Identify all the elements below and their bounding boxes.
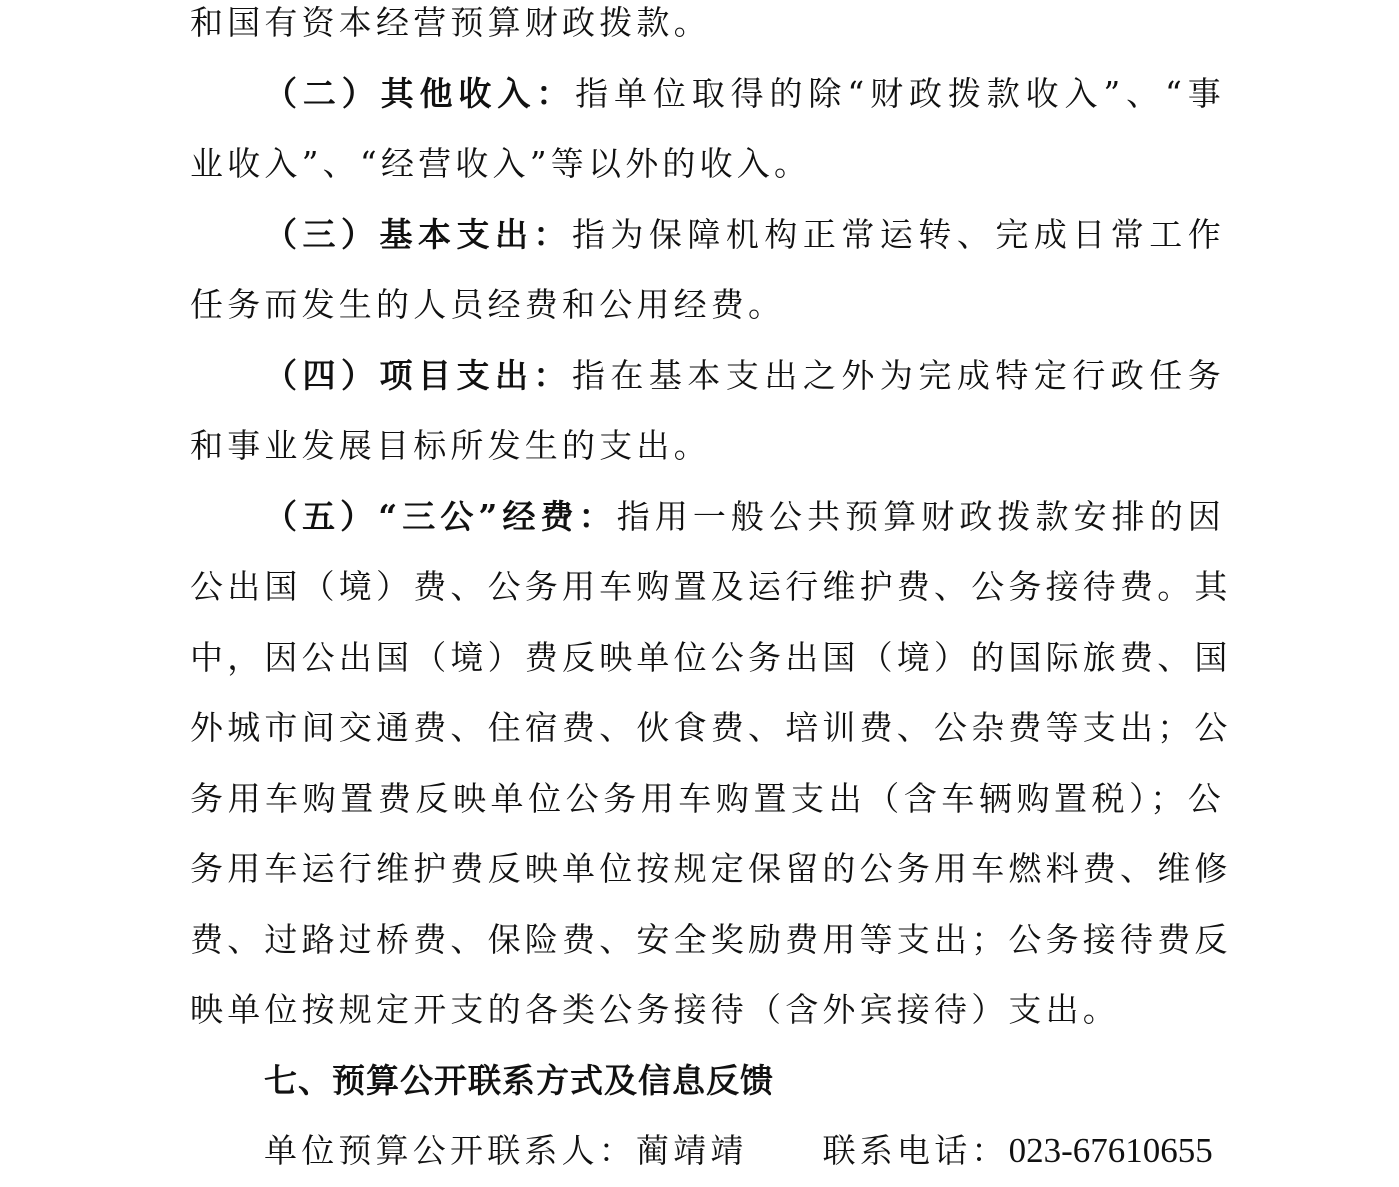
contact-row bbox=[190, 1116, 1225, 1187]
term-project-expense: （四）项目支出： bbox=[264, 355, 572, 395]
paragraph-line: 费、过路过桥费、保险费、安全奖励费用等支出；公务接待费反 bbox=[190, 919, 1232, 959]
paragraph-line: 公出国（境）费、公务用车购置及运行维护费、公务接待费。其 bbox=[190, 567, 1232, 606]
document-page bbox=[190, 0, 1232, 1187]
term-basic-expense: （三）基本支出： bbox=[264, 214, 572, 254]
definition-basic-expense bbox=[190, 200, 1225, 271]
definition-text: 指单位取得的除“财政拨款收入”、“事 bbox=[575, 73, 1225, 113]
definition-three-public-expense bbox=[190, 482, 1225, 553]
contact-phone-number: 023-67610655 bbox=[1008, 1131, 1213, 1170]
paragraph-line: 务用车运行维护费反映单位按规定保留的公务用车燃料费、维修 bbox=[190, 849, 1232, 888]
definition-project-expense bbox=[190, 341, 1225, 412]
paragraph-line: 映单位按规定开支的各类公务接待（含外宾接待）支出。 bbox=[190, 990, 1120, 1029]
paragraph-line: 任务而发生的人员经费和公用经费。 bbox=[190, 285, 786, 324]
term-other-income: （二）其他收入： bbox=[264, 73, 576, 113]
paragraph-line: 和国有资本经营预算财政拨款。 bbox=[190, 3, 711, 42]
paragraph-line: 务用车购置费反映单位公务用车购置支出（含车辆购置税）；公 bbox=[190, 778, 1225, 818]
definition-text: 指为保障机构正常运转、完成日常工作 bbox=[571, 214, 1225, 254]
paragraph-line: 外城市间交通费、住宿费、伙食费、培训费、公杂费等支出；公 bbox=[190, 708, 1232, 747]
term-three-public-expense: （五）“三公”经费： bbox=[264, 496, 617, 536]
paragraph-line: 中，因公出国（境）费反映单位公务出国（境）的国际旅费、国 bbox=[190, 637, 1232, 677]
definition-other-income bbox=[190, 59, 1225, 130]
contact-phone-label: 联系电话： bbox=[822, 1131, 1009, 1170]
contact-person-label: 单位预算公开联系人： bbox=[264, 1131, 636, 1170]
definition-text: 指在基本支出之外为完成特定行政任务 bbox=[571, 355, 1225, 395]
section-heading: 七、预算公开联系方式及信息反馈 bbox=[264, 1060, 774, 1100]
contact-person-name: 蔺靖靖 bbox=[636, 1131, 748, 1170]
paragraph-line: 业收入”、“经营收入”等以外的收入。 bbox=[190, 144, 812, 183]
definition-text: 指用一般公共预算财政拨款安排的因 bbox=[616, 496, 1225, 536]
paragraph-line: 和事业发展目标所发生的支出。 bbox=[190, 426, 711, 465]
